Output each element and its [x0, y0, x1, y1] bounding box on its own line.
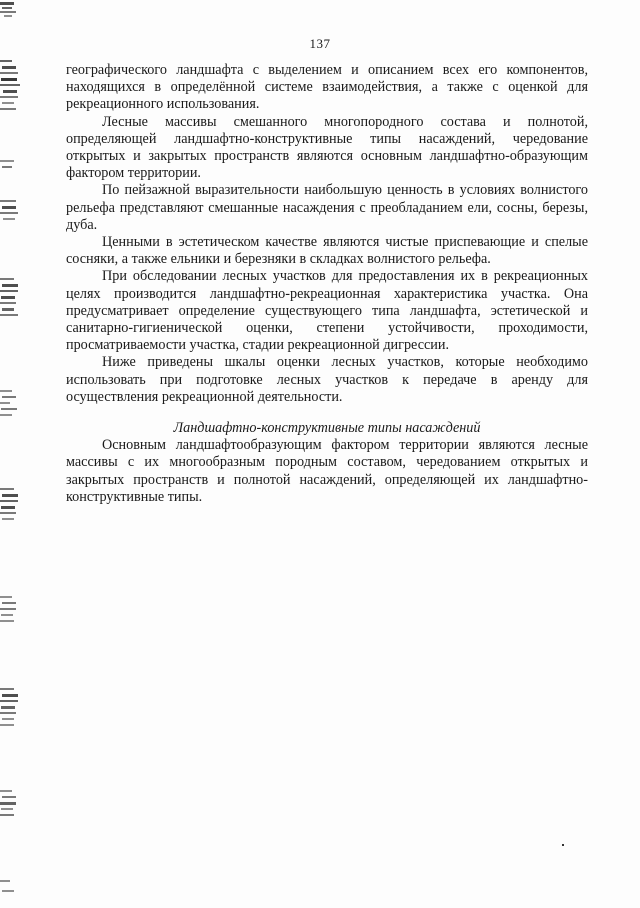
- paragraph: Ценными в эстетическом качестве являются чистые приспевающие и спелые сосняки, а также ельники и березняки в складках волнистого рельефа.: [66, 234, 588, 268]
- page-number: 137: [309, 36, 331, 51]
- paragraph: По пейзажной выразительности наибольшую ценность в условиях волнистого рельефа представляют смешанные насаждения с преобладанием ели, сосны, березы, дуба.: [66, 182, 588, 233]
- paragraph-continuation: географического ландшафта с выделением и описанием всех его компонентов, находящихся в определённой системе взаимодействия, а также с оценкой для рекреационного использования.: [66, 62, 588, 113]
- paragraph: Ниже приведены шкалы оценки лесных участков, которые необходимо использовать при подготовке лесных участков к передаче в аренду для осуществления рекреационной деятельности.: [66, 354, 588, 405]
- scan-speck: [562, 844, 564, 846]
- section-paragraph: Основным ландшафтообразующим фактором территории являются лесные массивы с их многообразным породным составом, чередованием открытых и закрытых пространств и полнотой насаждений, определяющей их ландшафтно-конструктивные типы.: [66, 437, 588, 505]
- body-text: [66, 62, 588, 506]
- paragraph: Лесные массивы смешанного многопородного состава и полнотой, определяющей ландшафтно-конструктивные типы насаждений, чередование открытых и закрытых пространств являются основным ландшафтно-образующим фактором территории.: [66, 113, 588, 182]
- scan-edge-artifact: [0, 0, 26, 908]
- paragraph: При обследовании лесных участков для предоставления их в рекреационных целях производится ландшафтно-рекреационная характеристика участка. Она предусматривает определение существующего типа ландшафта, эстетической и санитарно-гигиенической оценки, степени устойчивости, проходимости, просматриваемости участка, стадии рекреационной дигрессии.: [66, 268, 588, 354]
- section-heading: Ландшафтно-конструктивные типы насаждений: [173, 420, 481, 437]
